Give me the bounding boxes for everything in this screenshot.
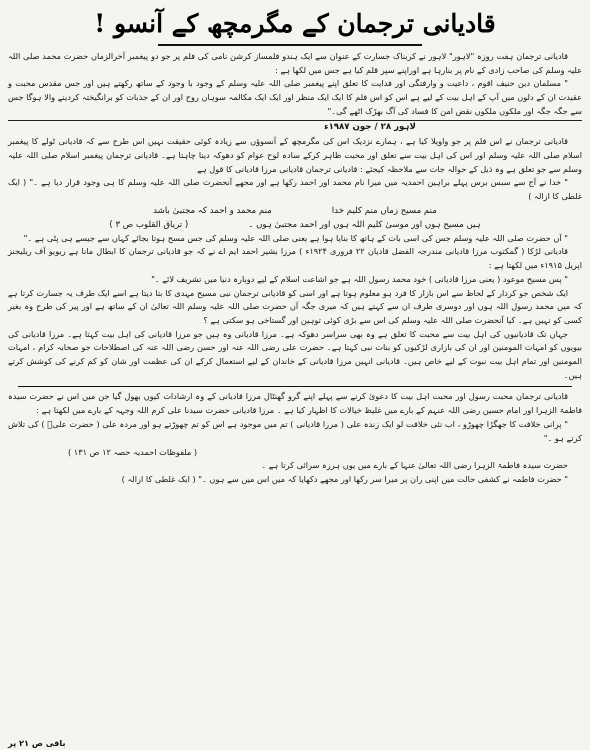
page-footer xyxy=(8,738,582,748)
paragraph-5-quote: " آں حضرت صلی اللہ علیہ وسلم جس کی اسی بات کے ہاتھ کا بنایا ہوا ہے یعنی صلی اللہ علیہ وسلم کی جس مسح ہوتا بجائے کہاں سے جیسے ہی پٹی ہے ۔" xyxy=(23,232,568,243)
article-headline: قادیانی ترجمان کے مگرمچھ کے آنسو ! xyxy=(94,9,496,38)
paragraph-13-quote: " حضرت فاطمہ نے کشفی حالت میں اپنی ران پر میرا سر رکھا اور مجھے دکھایا کہ میں اس میں سے ہوں ۔" ( ایک غلطی کا ازالہ ) xyxy=(121,473,568,484)
article-body xyxy=(8,50,582,487)
headline-underline xyxy=(158,44,422,46)
section-divider xyxy=(18,386,572,387)
paragraph-1: قادیانی ترجمان ہفت روزہ "لاہور" لاہور نے کربناک جسارت کے عنوان سے ایک ہندو فلمساز کرشن نامی کی فلم پر جو دو پیغمبر آخرالزماں حضرت محمد صلی اللہ علیہ وسلم کی صاحب زادی کے نام پر بنارہا ہے اوراپنے سپر قلم کیا ہے جس میں لکھا ہے : xyxy=(8,51,582,75)
paragraph-10: قادیانی ترجمان محبت رسول اور محبت اہل بیت کا دعویٰ کرنے سے پہلے اپنے گرو گھنٹال مرزا قادیانی کے وہ ارشادات کیوں بھول گیا جن میں اس نے حضرت سیدہ فاطمۃ الزہرا اور امام حسین رضی اللہ عنہم کے بارے میں غلیظ خیالات کا اظہار کیا ہے ۔ مرزا قادیانی حضرت سیدنا علی کرم اللہ وجہہ کے بارے میں لکھتا ہے : xyxy=(8,391,582,416)
persian-verse xyxy=(8,204,582,232)
verse-left-hemistich: منم محمد و احمد کہ مجتبیٰ باشد xyxy=(153,205,272,216)
verse-right-hemistich: منم مسیح زماں منم کلیم خدا xyxy=(331,205,437,216)
paragraph-9: جہاں تک قادیانیوں کی اہل بیت سے محبت کا تعلق ہے وہ بھی سراسر دھوکہ ہے۔ مرزا قادیانی وہ ہیں جو مرزا قادیانی کی اہل بیت کہتا ہے۔ مرزا قادیانی کی بیویوں کو امہات المومنین اور ان کی بازاری لڑکیوں کو بنات نبی کہتا ہے۔ حضرت علی رضی اللہ عنہ اور حسن رضی اللہ عنہ کی اصطلاحات جو صحابہ کرام ، امہات المومنین اور تمام اہل بیت نبوت کے لیے خاص ہیں۔ قادیانی انہیں مرزا قادیانی کے خاندان کے لیے استعمال کرکے ان کی عظمت اور شان کو کم کرنے کی کوشش کرتے ہیں۔ xyxy=(8,328,582,380)
malfuzat-citation: ( ملفوظات احمدیہ حصہ ۱۲ ص ۱۳۱ ) xyxy=(68,447,198,458)
headline-area xyxy=(8,4,582,50)
paragraph-11-quote: " پرانی خلافت کا جھگڑا چھوڑو ، اب نئی خلافت لو ایک زندہ علی ( مرزا قادیانی ) تم میں موجود ہے اس کو تم چھوڑتے ہو اور مردہ علی ( حضرت علیؓ ) کی تلاش کرتے ہو ۔" xyxy=(8,418,582,443)
paragraph-2-quote: " مسلمان دین حنیف اقوم ، داعیت و وارفتگی اور فدایت کا تعلق اپنے پیغمبر صلی اللہ علیہ وسلم کے وجود با وجود کے ساتھ رکھتے ہیں اور جس مقدس محبت و عقیدت ان کے دلوں میں آپ کے اہل بیت کے لیے ہے اس کو اس فلم کا ایک ایک منظر اور ایک ایک مکالمہ سوہان روح اور ان کے جذبات کو برانگیختہ کردینے والا ہوگا جس سے جگہ جگہ اور ملکوں ملکوں نقض امن کا فساد کی آگ بھڑک اٹھے گی۔" xyxy=(8,77,582,120)
paragraph-4-quote: " خدا نے آج سے سبس برس پہلے براہین احمدیہ میں میرا نام محمد اور احمد رکھا ہے اور مجھے آنحضرت صلی اللہ علیہ وسلم کا ہی وجود قرار دیا ہے ۔" ( ایک غلطی کا ازالہ ) xyxy=(8,177,582,202)
paragraph-12: حضرت سیدہ فاطمۃ الزہرا رضی اللہ تعالیٰ عنہا کے بارے میں یوں ہرزہ سرائی کرتا ہے ۔ xyxy=(261,460,568,471)
dateline: لاہور ۲۸ / جون ۱۹۸۷ء xyxy=(324,121,416,132)
verse-translation: ہیں مسیح ہوں اور موسیٰ کلیم اللہ ہوں اور احمد مجتبیٰ ہوں ۔ xyxy=(248,219,481,230)
continued-on-page: باقی ص ۲۱ پر xyxy=(8,738,66,748)
paragraph-7-quote: " پس مسیح موعود ( یعنی مرزا قادیانی ) خود محمد رسول اللہ ہے جو اشاعت اسلام کے لیے دوبارہ دنیا میں تشریف لائے ۔" xyxy=(151,273,568,284)
paragraph-3: قادیانی ترجمان نے اس فلم پر جو واویلا کیا ہے ، ہمارے نزدیک اس کی مگرمچھ کے آنسوؤں سے زیادہ کوئی حقیقت نہیں اس طرح سے کہ قادیانی ٹولے کا پیغمبر اسلام صلی اللہ علیہ وسلم اور اس کی اہل بیت سے تعلق اور محبت ظاہر کرکے سادہ لوح عوام کو دھوکہ دینا چاہتا ہے۔ قادیانی ترجمان پیغمبر اسلام صلی اللہ علیہ وسلم سے جو تعلق ہے وہ ذیل کے حوالہ جات سے ملاحظہ کیجئے : قادیانی ترجمان قادیانی مرزا قادیانی کا قول ہے xyxy=(8,136,582,174)
verse-reference: ( تریاق القلوب ص ۳ ) xyxy=(109,219,189,230)
paragraph-6: قادیانی لڑکا ( گمکتوب مرزا قادیانی مندرجہ الفضل قادیان ۲۲ فروری ۱۹۲۴ء ) مرزا بشیر احمد ایم اے نے کہ جو قادیانی ترجمان کا ابطال مانا ہے ریویو آف ریلیجنز اپریل ۱۹۱۵ء میں لکھتا ہے : xyxy=(8,246,582,271)
paragraph-8: ایک شخص جو کردار کے لحاظ سے اس بازار کا فرد ہو معلوم ہوتا ہے اور اسی کو قادیانی ترجمان نبی مسیح مہدی کا بتا دیتا ہے اسے ایک طرف یہ جسارت کرتا ہے کہ میں محمد رسول اللہ ہوں اور دوسری طرف ان سے کہتے ہیں کہ میری جگہ آں حضرت صلی اللہ علیہ وسلم اللہ تعالیٰ ان کے ساتھ ہے اور پیر کی طرح وہ بغیر کسی کو نہیں ہے۔ کیا آنحضرت صلی اللہ علیہ وسلم کی اس سے بڑی کوئی توہین اور گستاخی ہو سکتی ہے ؟ xyxy=(8,287,582,325)
